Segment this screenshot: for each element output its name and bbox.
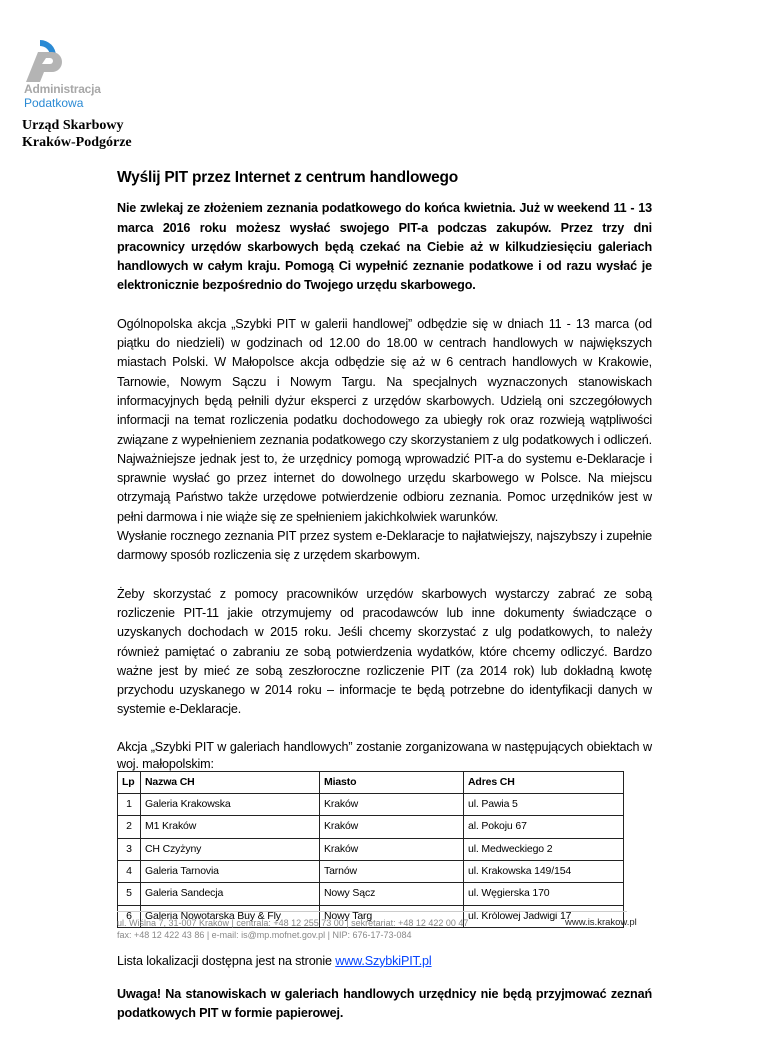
address: ul. Węgierska 170 xyxy=(464,883,624,905)
page-title: Wyślij PIT przez Internet z centrum handlowego xyxy=(117,169,459,186)
city: Nowy Sącz xyxy=(320,883,464,905)
address: ul. Pawia 5 xyxy=(464,794,624,816)
address: ul. Medweckiego 2 xyxy=(464,838,624,860)
table-row xyxy=(118,860,624,882)
paragraph-1: Ogólnopolska akcja „Szybki PIT w galerii handlowej” odbędzie się w dniach 11 - 13 marca (od piątku do niedzieli) w godzinach od 12.00 do 18.00 w centrach handlowych w największych miastach Polski. W Małopolsce akcja odbędzie się aż w 6 centrach handlowych w Krakowie, Tarnowie, Nowym Sączu i Nowym Targu. Na specjalnych wyznaczonych stanowiskach informacyjnych będą pełnili dyżur eksperci z urzędów skarbowych. Udzielą oni szczegółowych informacji na temat rozliczenia podatku dochodowego za ubiegły rok oraz rozwieją wątpliwości związane z wypełnieniem zeznania podatkowego czy skorzystaniem z ulg podatkowych i odliczeń. Najważniejsze jednak jest to, że urzędnicy pomogą wprowadzić PIT-a do systemu e-Deklaracje i sprawnie wysłać go przez internet do dowolnego urzędu skarbowego w Polsce. Na miejscu otrzymają Państwo także urzędowe potwierdzenie odbioru zeznania. Pomoc urzędników jest w pełni darmowa i nie wiąże się ze spełnieniem jakichkolwiek warunków. xyxy=(117,316,652,524)
address: ul. Krakowska 149/154 xyxy=(464,860,624,882)
szybkipit-link[interactable]: www.SzybkiPIT.pl xyxy=(335,953,432,968)
office-line-2: Kraków-Podgórze xyxy=(22,135,132,150)
list-paragraph xyxy=(117,952,652,971)
footer-line-2: fax: +48 12 422 43 86 | e-mail: is@mp.mofnet.gov.pl | NIP: 676-17-73-084 xyxy=(117,930,412,940)
footer-website: www.is.krakow.pl xyxy=(565,917,637,928)
row-number: 3 xyxy=(118,838,141,860)
logo-text-administracja: Administracja xyxy=(24,82,101,96)
table-row xyxy=(118,816,624,838)
locations-table xyxy=(117,771,624,928)
city: Kraków xyxy=(320,816,464,838)
table-header-row xyxy=(118,771,624,793)
col-miasto: Miasto xyxy=(320,771,464,793)
paragraph-3: Akcja „Szybki PIT w galeriach handlowych” zostanie zorganizowana w następujących obiektach w woj. małopolskim: xyxy=(117,739,652,771)
table-row xyxy=(118,794,624,816)
city: Kraków xyxy=(320,838,464,860)
city: Kraków xyxy=(320,794,464,816)
footer-line-1: ul. Wiślna 7, 31-007 Kraków | centrala: +48 12 255 73 00 | sekretariat: +48 12 422 00 47 xyxy=(117,918,469,928)
footer-address xyxy=(117,917,468,941)
table-row xyxy=(118,883,624,905)
row-number: 6 xyxy=(118,905,141,927)
table-row xyxy=(118,838,624,860)
mall-name: Galeria Tarnovia xyxy=(141,860,320,882)
row-number: 4 xyxy=(118,860,141,882)
col-nazwa: Nazwa CH xyxy=(141,771,320,793)
city: Tarnów xyxy=(320,860,464,882)
address: ul. Królowej Jadwigi 17 xyxy=(464,905,624,927)
warning-paragraph: Uwaga! Na stanowiskach w galeriach handlowych urzędnicy nie będą przyjmować zeznań podatkowych PIT w formie papierowej. xyxy=(117,987,652,1021)
mall-name: Galeria Sandecja xyxy=(141,883,320,905)
address: al. Pokoju 67 xyxy=(464,816,624,838)
footer-divider xyxy=(117,911,627,912)
paragraph-1b: Wysłanie rocznego zeznania PIT przez system e-Deklaracje to najłatwiejszy, najszybszy i zupełnie darmowy sposób rozliczenia się z urzędem skarbowym. xyxy=(117,529,652,563)
row-number: 5 xyxy=(118,883,141,905)
logo-mark-icon xyxy=(22,38,82,84)
row-number: 1 xyxy=(118,794,141,816)
administracja-podatkowa-logo xyxy=(22,38,112,108)
mall-name: CH Czyżyny xyxy=(141,838,320,860)
row-number: 2 xyxy=(118,816,141,838)
office-line-1: Urząd Skarbowy xyxy=(22,118,124,133)
mall-name: Galeria Krakowska xyxy=(141,794,320,816)
col-adres: Adres CH xyxy=(464,771,624,793)
list-text: Lista lokalizacji dostępna jest na stronie xyxy=(117,953,336,968)
mall-name: M1 Kraków xyxy=(141,816,320,838)
paragraph-2: Żeby skorzystać z pomocy pracowników urzędów skarbowych wystarczy zabrać ze sobą rozliczenie PIT-11 jakie otrzymujemy od pracodawców lub inne dokumenty świadczące o uzyskanych dochodach w 2015 roku. Jeśli chcemy skorzystać z ulg podatkowych, to należy również pamiętać o zabraniu ze sobą potwierdzenia wydatków, które chcemy odliczyć. Bardzo ważne jest by mieć ze sobą zeszłoroczne rozliczenie PIT (za 2014 rok) lub dokładną kwotę przychodu uzyskanego w 2014 roku – informacje te będą potrzebne do identyfikacji danych w systemie e-Deklaracje. xyxy=(117,586,652,717)
mall-name: Galeria Nowotarska Buy & Fly xyxy=(141,905,320,927)
col-lp: Lp xyxy=(118,771,141,793)
lead-paragraph: Nie zwlekaj ze złożeniem zeznania podatkowego do końca kwietnia. Już w weekend 11 - 13 marca 2016 roku możesz wysłać swojego PIT-a podczas zakupów. Przez trzy dni pracownicy urzędów skarbowych będą czekać na Ciebie aż w kilkudziesięciu galeriach handlowych w całym kraju. Pomogą Ci wypełnić zeznanie podatkowe i od razu wysłać je elektronicznie bezpośrednio do Twojego urzędu skarbowego. xyxy=(117,201,652,293)
logo-text-podatkowa: Podatkowa xyxy=(24,96,84,110)
city: Nowy Targ xyxy=(320,905,464,927)
office-name xyxy=(22,117,132,151)
